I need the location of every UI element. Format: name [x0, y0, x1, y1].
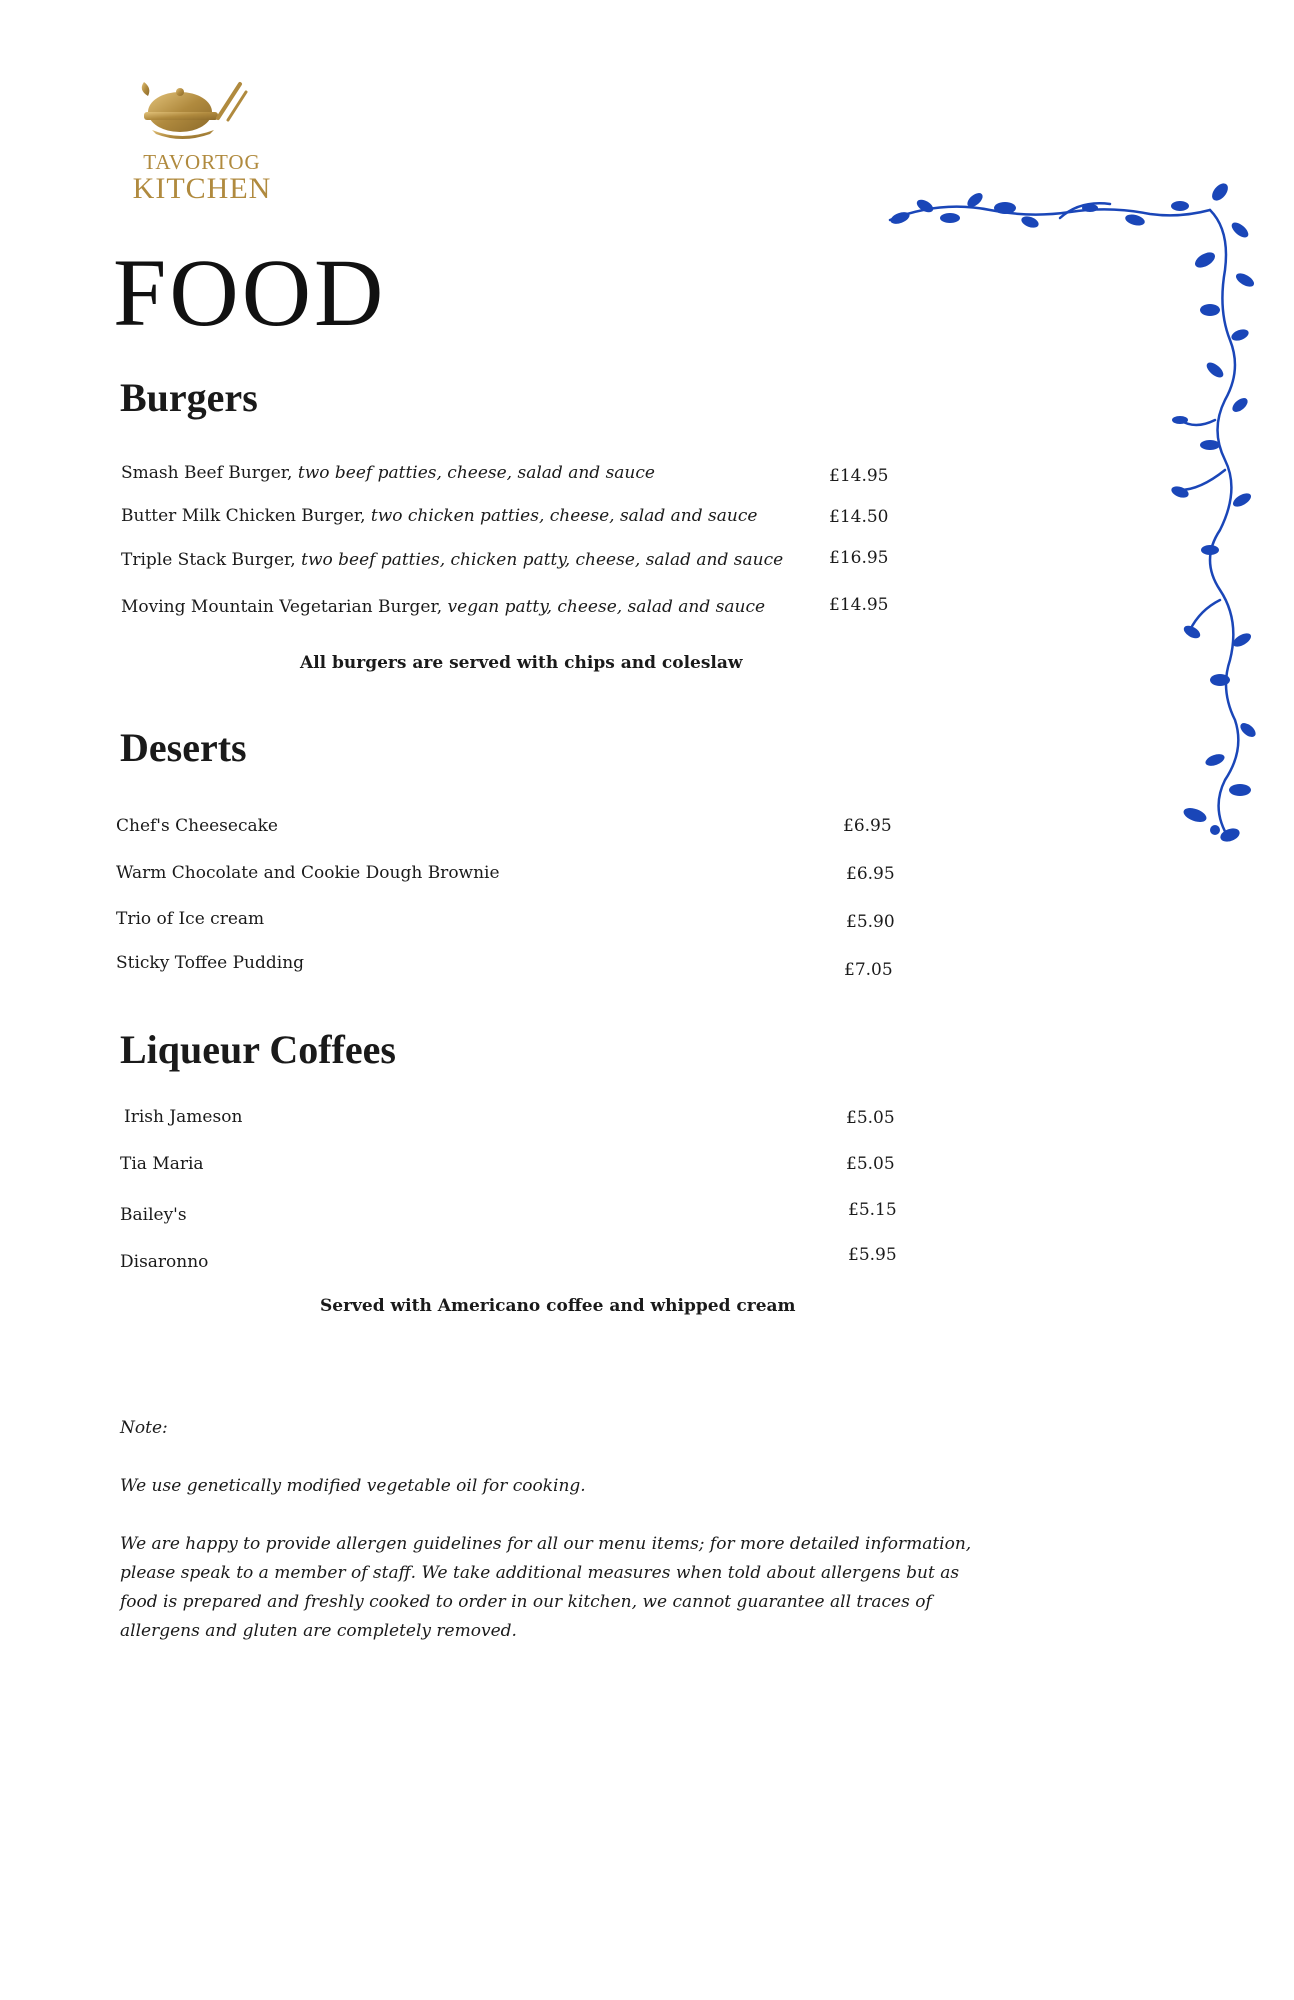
item-price: £14.95 — [829, 466, 889, 486]
item-price: £14.95 — [829, 595, 889, 615]
item-price: £5.15 — [848, 1200, 897, 1220]
menu-item: Sticky Toffee Pudding — [116, 953, 305, 973]
item-price: £6.95 — [843, 816, 892, 836]
item-price: £6.95 — [846, 864, 895, 884]
item-price: £5.90 — [846, 912, 895, 932]
note-label: Note: — [120, 1418, 168, 1438]
item-price: £5.95 — [848, 1245, 897, 1265]
item-description: vegan patty, cheese, salad and sauce — [447, 597, 766, 617]
section-heading-burgers: Burgers — [120, 375, 258, 420]
page-title: FOOD — [113, 239, 387, 346]
brand-logo — [118, 78, 288, 213]
menu-item: Trio of Ice cream — [116, 909, 265, 929]
menu-item: Chef's Cheesecake — [116, 816, 278, 836]
burgers-serving-note: All burgers are served with chips and coleslaw — [300, 653, 743, 673]
item-name: Smash Beef Burger, — [121, 463, 293, 483]
item-price: £5.05 — [846, 1108, 895, 1128]
note-oil: We use genetically modified vegetable oil for cooking. — [120, 1476, 586, 1496]
section-heading-deserts: Deserts — [120, 725, 247, 770]
item-description: two beef patties, cheese, salad and sauce — [297, 463, 655, 483]
menu-item: Bailey's — [120, 1205, 187, 1225]
coffees-serving-note: Served with Americano coffee and whipped cream — [320, 1296, 796, 1316]
section-heading-liqueur-coffees: Liqueur Coffees — [120, 1027, 396, 1072]
menu-item: Irish Jameson — [124, 1107, 243, 1127]
item-price: £14.50 — [829, 507, 889, 527]
brand-name-line1: TAVORTOG — [143, 150, 261, 174]
menu-item: Disaronno — [120, 1252, 209, 1272]
item-price: £7.05 — [844, 960, 893, 980]
menu-item — [121, 506, 757, 526]
item-name: Triple Stack Burger, — [121, 550, 296, 570]
item-name: Butter Milk Chicken Burger, — [121, 506, 366, 526]
note-allergens: We are happy to provide allergen guidelines for all our menu items; for more detailed information, please speak to a member of staff. We take additional measures when told about allergens but as food is prepared and freshly cooked to order in our kitchen, we cannot guarantee all traces of allergens and gluten are completely removed. — [120, 1534, 972, 1641]
item-price: £5.05 — [846, 1154, 895, 1174]
vine-decoration — [880, 170, 1270, 860]
item-description: two beef patties, chicken patty, cheese, salad and sauce — [301, 550, 784, 570]
item-description: two chicken patties, cheese, salad and sauce — [370, 506, 758, 526]
menu-item — [121, 597, 765, 617]
item-price: £16.95 — [829, 548, 889, 568]
item-name: Moving Mountain Vegetarian Burger, — [121, 597, 443, 617]
menu-item — [121, 550, 783, 570]
menu-item: Tia Maria — [120, 1154, 204, 1174]
menu-item — [121, 463, 655, 483]
cloche-icon — [118, 78, 288, 148]
menu-item: Warm Chocolate and Cookie Dough Brownie — [116, 863, 500, 883]
brand-name-line2: KITCHEN — [132, 172, 272, 205]
